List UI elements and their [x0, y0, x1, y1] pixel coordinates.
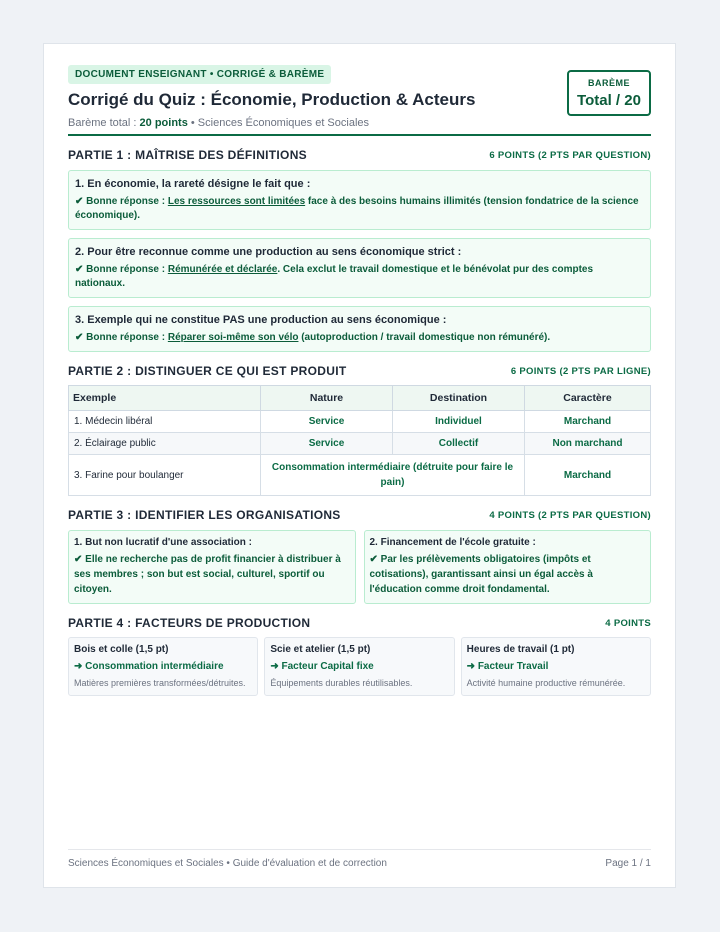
bareme-total: Total / 20 [577, 92, 641, 109]
subtitle-suffix: • Sciences Économiques et Sociales [187, 117, 370, 129]
organisation-card [364, 530, 652, 604]
table-row [69, 433, 651, 455]
question-text: 2. Pour être reconnue comme une production au sens économique strict : [75, 246, 462, 258]
cell-nature: Service [261, 411, 393, 433]
question-text: 1. En économie, la rareté désigne le fait que : [75, 178, 311, 190]
production-table [68, 385, 651, 496]
cell-caractere: Marchand [524, 455, 650, 496]
bareme-label: BARÈME [587, 78, 630, 88]
part2-title: PARTIE 2 : DISTINGUER CE QUI EST PRODUIT [68, 364, 347, 378]
part3-points: 4 POINTS (2 PTS PAR QUESTION) [489, 509, 651, 521]
answer-rest: (autoproduction / travail domestique non rémunéré). [298, 332, 551, 343]
header-divider [68, 134, 651, 136]
part1-header [68, 148, 651, 162]
table-row [69, 455, 651, 496]
answer-text [75, 195, 644, 223]
question-text: 3. Exemple qui ne constitue PAS une production au sens économique : [75, 314, 447, 326]
page-subtitle [68, 117, 651, 129]
factor-description: Équipements durables réutilisables. [270, 678, 413, 688]
factor-title: Heures de travail (1 pt) [466, 644, 575, 655]
factor-title: Scie et atelier (1,5 pt) [270, 644, 371, 655]
factor-card [68, 637, 258, 696]
organisation-cards [68, 530, 651, 604]
answer-text [75, 263, 644, 291]
cell-caractere: Non marchand [524, 433, 650, 455]
answer-highlight: Les ressources sont limitées [167, 196, 306, 207]
answer-prefix: ✔ Bonne réponse : [75, 196, 168, 207]
part3-header [68, 508, 651, 522]
bareme-box [567, 70, 651, 116]
organisation-question: 1. But non lucratif d'une association : [74, 537, 252, 548]
column-header-exemple: Exemple [69, 386, 261, 411]
cell-exemple: 3. Farine pour boulanger [69, 455, 261, 496]
question-card [68, 170, 651, 230]
part1-title: PARTIE 1 : MAÎTRISE DES DÉFINITIONS [68, 148, 307, 162]
answer-rest: face à des besoins humains illimités (tension fondatrice de la science économique). [75, 196, 639, 221]
factor-description: Activité humaine productive rémunérée. [466, 678, 626, 688]
document-page [43, 43, 676, 888]
cell-destination: Individuel [392, 411, 524, 433]
table-row [69, 411, 651, 433]
answer-rest: . Cela exclut le travail domestique et le bénévolat pur des comptes nationaux. [75, 264, 594, 289]
table-header-row [69, 386, 651, 411]
column-header-destination: Destination [392, 386, 524, 411]
factor-category: ➜ Facteur Travail [466, 661, 549, 672]
column-header-nature: Nature [261, 386, 393, 411]
answer-text [75, 331, 644, 345]
column-header-caractere: Caractère [524, 386, 650, 411]
part3-title: PARTIE 3 : IDENTIFIER LES ORGANISATIONS [68, 508, 341, 522]
answer-prefix: ✔ Bonne réponse : [75, 264, 168, 275]
factor-card [461, 637, 651, 696]
subtitle-points: 20 points [139, 117, 188, 129]
factor-card [264, 637, 454, 696]
organisation-card [68, 530, 356, 604]
part4-header [68, 616, 651, 630]
answer-highlight: Rémunérée et déclarée [167, 264, 278, 275]
part2-points: 6 POINTS (2 PTS PAR LIGNE) [510, 365, 651, 377]
factor-cards [68, 637, 651, 696]
page-footer [68, 849, 651, 869]
cell-nature: Service [261, 433, 393, 455]
part4-points: 4 POINTS [605, 617, 651, 629]
factor-category: ➜ Facteur Capital fixe [270, 661, 374, 672]
organisation-answer: ✔ Par les prélèvements obligatoires (impôts et cotisations), garantissant ainsi un égal accès à l'éducation comme droit fondamental. [369, 554, 593, 595]
question-card [68, 306, 651, 352]
cell-nature-destination: Consommation intermédiaire (détruite pour faire le pain) [261, 455, 525, 496]
answer-highlight: Réparer soi-même son vélo [167, 332, 299, 343]
part2-header [68, 364, 651, 378]
part1-points: 6 POINTS (2 PTS PAR QUESTION) [489, 149, 651, 161]
document-header [68, 64, 651, 134]
organisation-answer: ✔ Elle ne recherche pas de profit financier à distribuer à ses membres ; son but est social, culturel, sportif ou citoyen. [74, 554, 341, 595]
factor-title: Bois et colle (1,5 pt) [74, 644, 169, 655]
answer-prefix: ✔ Bonne réponse : [75, 332, 168, 343]
factor-description: Matières premières transformées/détruites. [74, 678, 246, 688]
page-title: Corrigé du Quiz : Économie, Production & Acteurs [68, 90, 476, 109]
document-badge: DOCUMENT ENSEIGNANT • CORRIGÉ & BARÈME [68, 65, 331, 84]
cell-exemple: 1. Médecin libéral [69, 411, 261, 433]
organisation-question: 2. Financement de l'école gratuite : [369, 537, 536, 548]
footer-left: Sciences Économiques et Sociales • Guide d'évaluation et de correction [68, 858, 387, 869]
cell-caractere: Marchand [524, 411, 650, 433]
factor-category: ➜ Consommation intermédiaire [74, 661, 224, 672]
part4-title: PARTIE 4 : FACTEURS DE PRODUCTION [68, 616, 311, 630]
cell-exemple: 2. Éclairage public [69, 433, 261, 455]
subtitle-prefix: Barème total : [68, 117, 140, 129]
cell-destination: Collectif [392, 433, 524, 455]
question-card [68, 238, 651, 298]
page-number: Page 1 / 1 [605, 858, 651, 869]
